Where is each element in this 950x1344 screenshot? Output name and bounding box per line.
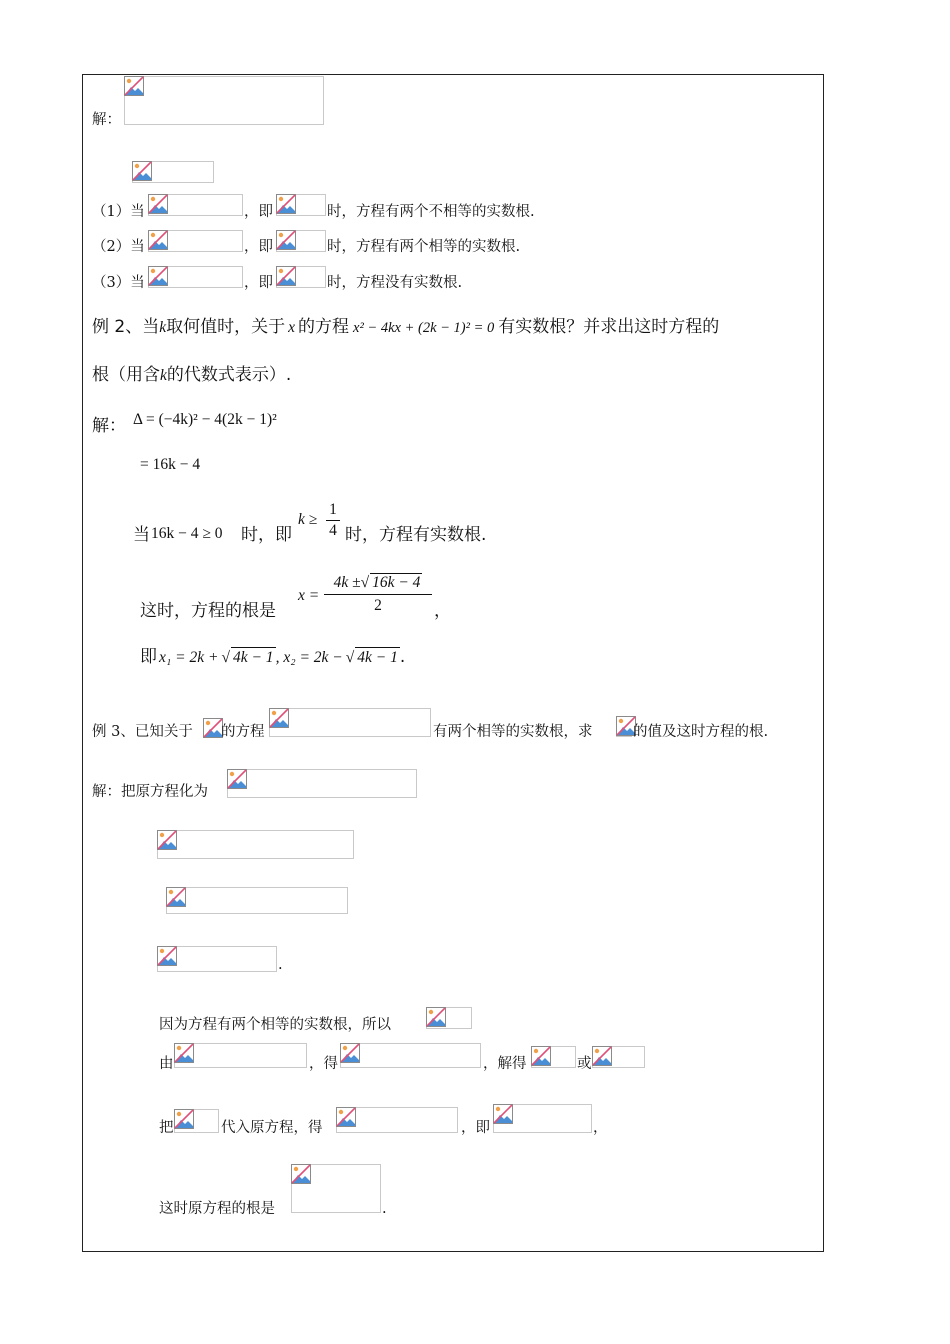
example-2-text: 根（用含: [92, 365, 160, 385]
final-suffix: .: [399, 647, 406, 667]
example-3-text-c: 有两个相等的实数根，求: [433, 724, 593, 740]
formula-image: [174, 1109, 219, 1133]
example-3-text-d: 的值及这时方程的根.: [633, 724, 769, 740]
variable-x: x: [288, 319, 296, 336]
example-2-equation: x² − 4kx + (2k − 1)² = 0: [353, 320, 495, 336]
formula-image: [174, 1043, 307, 1068]
formula-image: [291, 1164, 381, 1213]
broken-image-icon: [227, 769, 247, 789]
roots-suffix: ，: [434, 601, 451, 621]
condition-1-mid: ，即: [244, 204, 273, 220]
get-text: ，得: [309, 1056, 338, 1072]
broken-image-icon: [174, 1043, 194, 1063]
broken-image-icon: [291, 1164, 311, 1184]
delta-result: = 16k − 4: [140, 456, 201, 473]
condition-mid: 时，即: [241, 525, 292, 545]
condition-3-prefix: （3）当: [92, 275, 145, 291]
delta-line: Δ = (−4k)² − 4(2k − 1)²: [133, 411, 277, 428]
broken-image-icon: [148, 230, 168, 250]
formula-image: [203, 718, 221, 738]
roots-denominator: 2: [374, 597, 382, 614]
formula-image: [157, 946, 277, 972]
broken-image-icon: [276, 266, 296, 286]
solve-get-text: ，解得: [483, 1056, 527, 1072]
example-2-text: 的方程: [298, 317, 350, 337]
solution-label: 解：: [92, 112, 121, 128]
roots-num-a: 4k ±: [333, 574, 361, 591]
formula-image: [336, 1107, 458, 1133]
final-x2: , x₂ = 2k −: [275, 649, 343, 666]
roots-fraction: [324, 572, 432, 617]
condition-prefix: 当: [133, 525, 150, 545]
formula-image: [592, 1046, 645, 1068]
broken-image-icon: [148, 194, 168, 214]
condition-k: k ≥: [298, 511, 318, 528]
broken-image-icon: [166, 887, 186, 907]
formula-image: [493, 1104, 592, 1133]
condition-2-suffix: 时，方程有两个相等的实数根.: [327, 239, 521, 255]
condition-fraction: [326, 500, 340, 541]
final-prefix: 即: [140, 647, 157, 667]
period: .: [382, 1201, 387, 1217]
formula-image: [426, 1007, 472, 1029]
sqrt-icon: √: [221, 649, 230, 666]
broken-image-icon: [157, 830, 177, 850]
roots-prefix: 这时，方程的根是: [140, 601, 276, 621]
formula-image: [340, 1043, 481, 1068]
variable-k: k: [160, 367, 167, 384]
example-2-question-line-2: [92, 364, 291, 386]
example-2-text: 的代数式表示）.: [166, 365, 292, 385]
broken-image-icon: [132, 161, 152, 181]
formula-image: [227, 769, 417, 798]
condition-3-mid: ，即: [244, 275, 273, 291]
formula-image: [166, 887, 348, 914]
condition-1-suffix: 时，方程有两个不相等的实数根.: [327, 204, 535, 220]
condition-2-prefix: （2）当: [92, 239, 145, 255]
final-roots-line: [140, 646, 405, 668]
condition-2-mid: ，即: [244, 239, 273, 255]
formula-image: [616, 716, 632, 737]
broken-image-icon: [203, 718, 223, 738]
formula-image: [269, 708, 431, 737]
formula-image: [148, 194, 243, 216]
example-3-solution-label: 解：把原方程化为: [92, 784, 208, 800]
fraction-numerator: 1: [326, 500, 340, 521]
substitute-text-c: ，即: [461, 1120, 490, 1136]
example-2-text: 有实数根？并求出这时方程的: [498, 317, 720, 337]
example-3-text-a: 例 3、已知关于: [92, 724, 193, 740]
roots-lhs: x =: [298, 587, 320, 604]
broken-image-icon: [276, 230, 296, 250]
example-2-text: 例 2、当: [92, 317, 160, 337]
roots-numerator: [324, 572, 432, 595]
fraction-denominator: 4: [329, 522, 337, 539]
broken-image-icon: [157, 946, 177, 966]
example-2-text: 取何值时，关于: [166, 317, 286, 337]
sqrt-icon: √: [345, 649, 355, 666]
formula-image: [276, 194, 326, 216]
broken-image-icon: [426, 1007, 446, 1027]
period: .: [278, 957, 283, 973]
example-2-solution-label: 解：: [92, 416, 126, 436]
example-3-text-b: 的方程: [221, 724, 265, 740]
broken-image-icon: [336, 1107, 356, 1127]
substitute-text-b: 代入原方程，得: [221, 1120, 323, 1136]
formula-image: [148, 266, 243, 288]
final-radicand-1: 4k − 1: [232, 649, 274, 666]
comma-text: ，: [593, 1120, 608, 1136]
formula-image: [132, 161, 214, 183]
variable-k: k: [159, 319, 167, 336]
sqrt-icon: √: [360, 574, 370, 591]
broken-image-icon: [148, 266, 168, 286]
roots-are-text: 这时原方程的根是: [159, 1201, 275, 1217]
formula-image: [531, 1046, 576, 1068]
because-text: 因为方程有两个相等的实数根，所以: [159, 1017, 391, 1033]
from-text: 由: [159, 1056, 174, 1072]
broken-image-icon: [269, 708, 289, 728]
substitute-text-a: 把: [159, 1120, 174, 1136]
roots-num-radicand: 16k − 4: [372, 574, 421, 591]
condition-1-prefix: （1）当: [92, 204, 145, 220]
broken-image-icon: [340, 1043, 360, 1063]
formula-image: [124, 76, 324, 125]
or-text: 或: [577, 1056, 592, 1072]
broken-image-icon: [124, 76, 144, 96]
formula-image: [148, 230, 243, 252]
final-radicand-2: 4k − 1: [357, 649, 398, 666]
broken-image-icon: [592, 1046, 612, 1066]
example-2-question-line-1: [92, 316, 719, 338]
broken-image-icon: [531, 1046, 551, 1066]
broken-image-icon: [276, 194, 296, 214]
broken-image-icon: [174, 1109, 194, 1129]
condition-3-suffix: 时，方程没有实数根.: [327, 275, 463, 291]
formula-image: [276, 266, 326, 288]
broken-image-icon: [493, 1104, 513, 1124]
formula-image: [276, 230, 326, 252]
final-x1: x₁ = 2k +: [159, 649, 219, 666]
condition-expression: 16k − 4 ≥ 0: [151, 525, 223, 542]
condition-suffix: 时，方程有实数根.: [345, 525, 487, 545]
formula-image: [157, 830, 354, 859]
